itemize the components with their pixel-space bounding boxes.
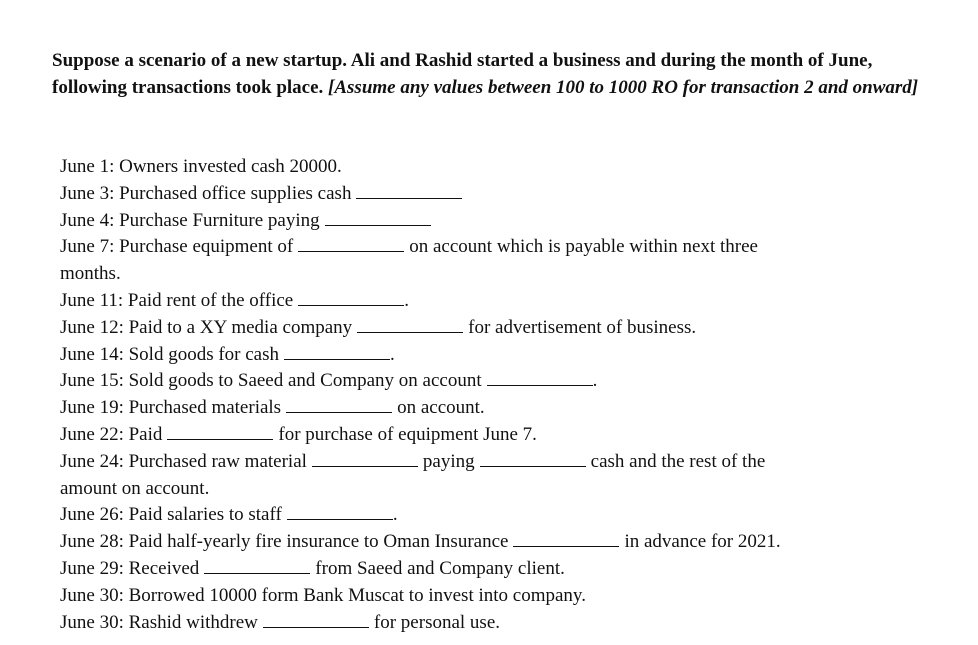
intro-italic-note: [Assume any values between 100 to 1000 RO for transaction 2 and onward] [328, 76, 919, 98]
transaction-line [60, 556, 960, 583]
transaction-line [60, 476, 960, 503]
transaction-text: months. [60, 263, 121, 285]
transaction-text: . [592, 370, 598, 392]
transaction-text: June 26: Paid salaries to staff [60, 504, 282, 526]
transaction-line [60, 315, 960, 342]
fill-in-blank [287, 503, 393, 520]
transaction-line [60, 368, 960, 395]
transaction-text: June 24: Purchased raw material [60, 450, 307, 472]
transaction-text: on account. [397, 397, 485, 419]
fill-in-blank [480, 450, 586, 467]
transaction-line [60, 154, 960, 181]
transaction-text: June 12: Paid to a XY media company [60, 316, 353, 338]
transaction-line [60, 529, 960, 556]
fill-in-blank [513, 530, 619, 547]
transaction-text: June 7: Purchase equipment of [60, 236, 294, 258]
transaction-text: June 29: Received [60, 557, 200, 579]
transaction-line [60, 422, 960, 449]
transaction-line [60, 261, 960, 288]
transaction-text: amount on account. [60, 477, 210, 499]
transaction-line [60, 288, 960, 315]
transaction-line [60, 208, 960, 235]
transaction-text: June 22: Paid [60, 423, 163, 445]
transaction-line [60, 449, 960, 476]
transaction-text: . [404, 289, 409, 311]
transaction-line [60, 583, 960, 610]
fill-in-blank [312, 450, 418, 467]
transaction-line [60, 502, 960, 529]
transaction-text: June 30: Borrowed 10000 form Bank Muscat to invest into company. [60, 584, 586, 606]
transaction-text: June 3: Purchased office supplies cash [60, 182, 352, 204]
fill-in-blank [356, 182, 462, 199]
fill-in-blank [204, 557, 310, 574]
transaction-line [60, 342, 960, 369]
transaction-text: from Saeed and Company client. [315, 557, 565, 579]
transaction-text: on account which is payable within next three [409, 236, 758, 258]
transaction-text: . [390, 343, 395, 365]
intro-bold-text: Suppose a scenario of a new startup. Ali and Rashid started a business and during the month of June, following transactions took place. [52, 50, 873, 98]
transaction-text: June 30: Rashid withdrew [60, 611, 258, 633]
transaction-text: in advance for 2021. [624, 531, 781, 553]
transaction-line [60, 181, 960, 208]
transaction-list [60, 154, 960, 636]
transaction-line [60, 610, 960, 637]
transaction-text: for personal use. [373, 611, 501, 633]
transaction-text: June 15: Sold goods to Saeed and Company on account [60, 370, 482, 392]
transaction-text: June 11: Paid rent of the office [60, 289, 294, 311]
transaction-text: for purchase of equipment June 7. [278, 423, 537, 445]
fill-in-blank [298, 289, 404, 306]
fill-in-blank [298, 235, 404, 252]
transaction-line [60, 234, 960, 261]
transaction-text: for advertisement of business. [468, 316, 697, 338]
fill-in-blank [286, 396, 392, 413]
fill-in-blank [357, 316, 463, 333]
transaction-text: June 1: Owners invested cash 20000. [60, 156, 342, 177]
transaction-text: paying [422, 450, 475, 472]
transaction-line [60, 395, 960, 422]
transaction-text: June 4: Purchase Furniture paying [60, 209, 320, 231]
transaction-text: June 19: Purchased materials [60, 397, 282, 419]
transaction-text: June 28: Paid half-yearly fire insurance to Oman Insurance [60, 531, 509, 553]
fill-in-blank [487, 369, 593, 386]
intro-paragraph [52, 48, 952, 101]
transaction-text: cash and the rest of the [590, 450, 766, 472]
fill-in-blank [167, 423, 273, 440]
fill-in-blank [325, 209, 431, 226]
fill-in-blank [284, 343, 390, 360]
transaction-text: June 14: Sold goods for cash [60, 343, 280, 365]
transaction-text: . [392, 504, 398, 526]
fill-in-blank [263, 611, 369, 628]
